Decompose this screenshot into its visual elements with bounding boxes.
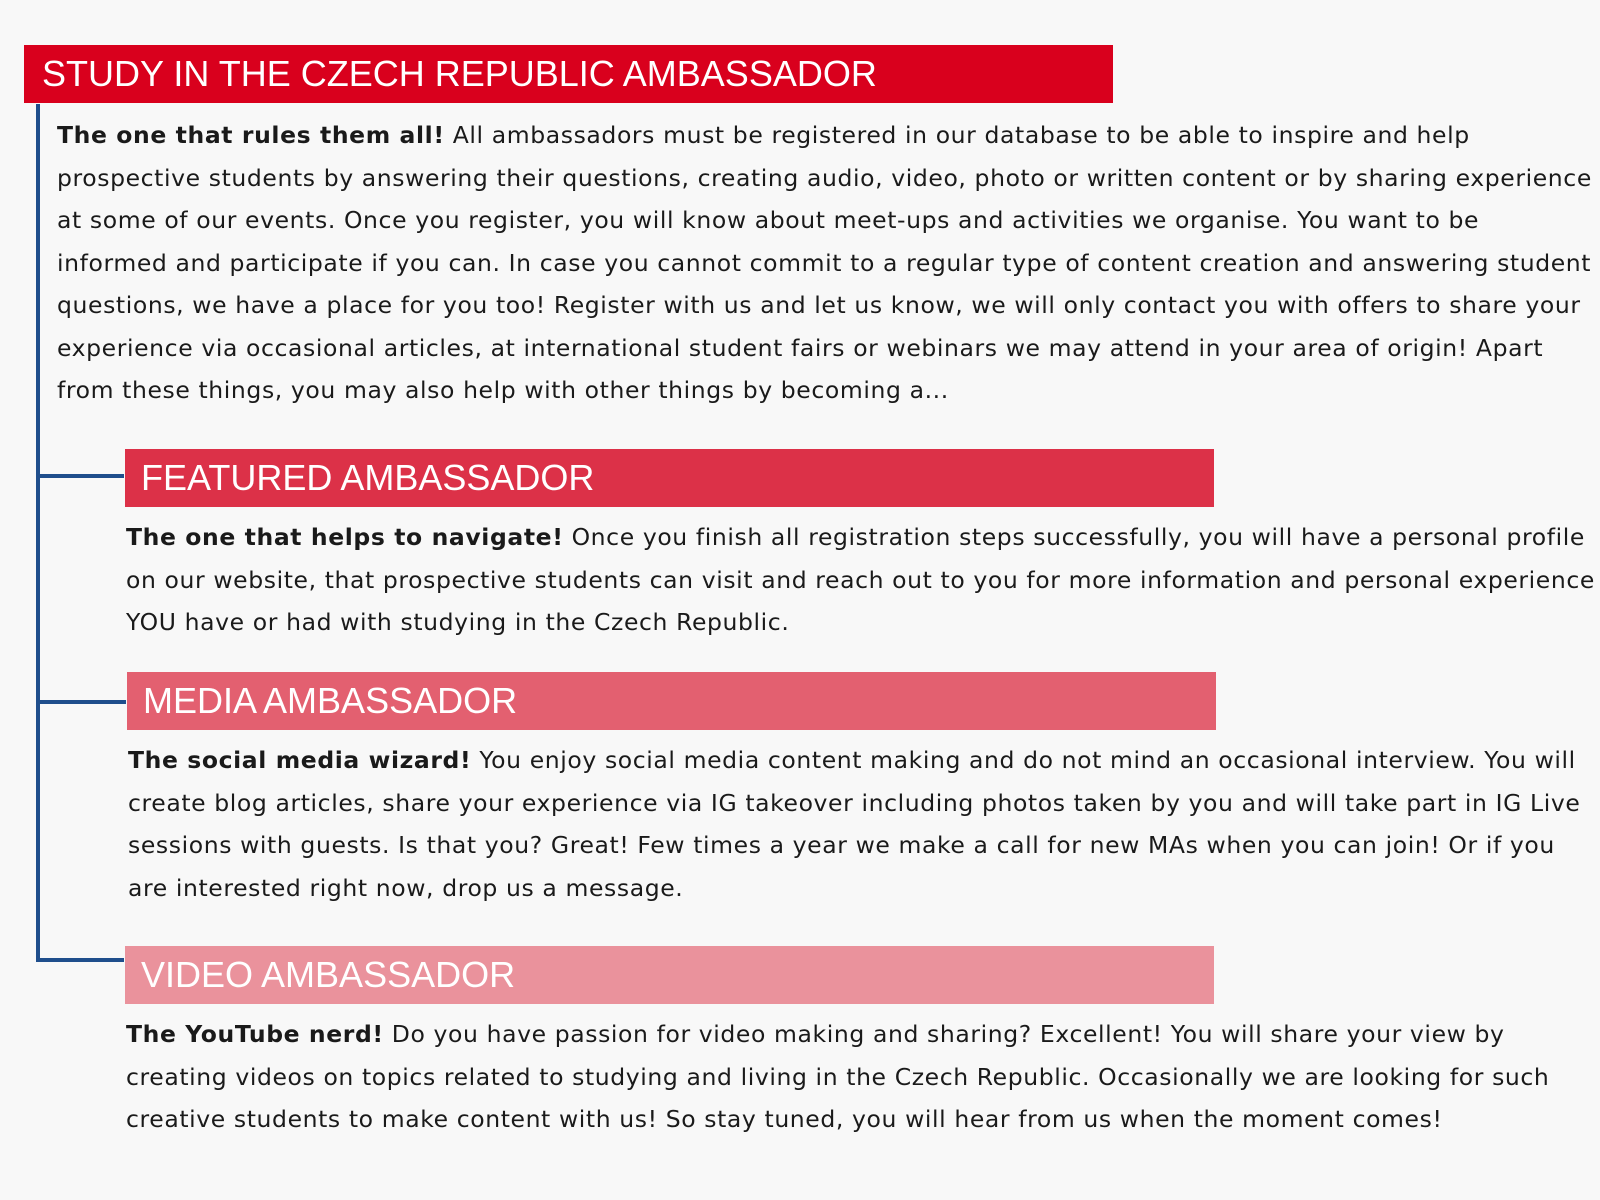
featured-ambassador-description — [126, 516, 1596, 644]
video-ambassador-banner — [125, 946, 1214, 1004]
tree-trunk-line — [36, 104, 40, 962]
main-ambassador-lead: The one that rules them all! — [57, 121, 445, 149]
main-ambassador-body: All ambassadors must be registered in our database to be able to inspire and help prospective students by answering their questions, creating audio, video, photo or written content or by sharing experience at some of our events. Once you register, you will know about meet-ups and activities we organise. You want to be informed and participate if you can. In case you cannot commit to a regular type of content creation and answering student questions, we have a place for you too! Register with us and let us know, we will only contact you with offers to share your experience via occasional articles, at international student fairs or webinars we may attend in your area of origin! Apart from these things, you may also help with other things by becoming a... — [57, 121, 1592, 404]
media-ambassador-body: You enjoy social media content making and do not mind an occasional interview. You will create blog articles, share your experience via IG takeover including photos taken by you and will take part in IG Live sessions with guests. Is that you? Great! Few times a year we make a call for new MAs when you can join! Or if you are interested right now, drop us a message. — [128, 746, 1581, 902]
featured-ambassador-title: FEATURED AMBASSADOR — [141, 457, 595, 498]
branch-line-featured — [36, 474, 124, 478]
media-ambassador-banner — [127, 672, 1216, 730]
branch-line-media — [36, 700, 126, 704]
featured-ambassador-lead: The one that helps to navigate! — [126, 523, 564, 551]
main-ambassador-description — [57, 114, 1597, 412]
featured-ambassador-body: Once you finish all registration steps successfully, you will have a personal profile on our website, that prospective students can visit and reach out to you for more information and personal experience YOU have or had with studying in the Czech Republic. — [126, 523, 1595, 636]
media-ambassador-lead: The social media wizard! — [128, 746, 472, 774]
featured-ambassador-banner — [125, 449, 1214, 507]
branch-line-video — [36, 958, 124, 962]
main-ambassador-banner — [24, 45, 1113, 103]
video-ambassador-body: Do you have passion for video making and sharing? Excellent! You will share your view by creating videos on topics related to studying and living in the Czech Republic. Occasionally we are looking for such creative students to make content with us! So stay tuned, you will hear from us when the moment comes! — [126, 1020, 1550, 1133]
video-ambassador-title: VIDEO AMBASSADOR — [141, 954, 516, 995]
video-ambassador-lead: The YouTube nerd! — [126, 1020, 384, 1048]
video-ambassador-description — [126, 1013, 1596, 1141]
main-ambassador-title: STUDY IN THE CZECH REPUBLIC AMBASSADOR — [42, 53, 877, 94]
media-ambassador-title: MEDIA AMBASSADOR — [143, 680, 518, 721]
media-ambassador-description — [128, 739, 1598, 909]
